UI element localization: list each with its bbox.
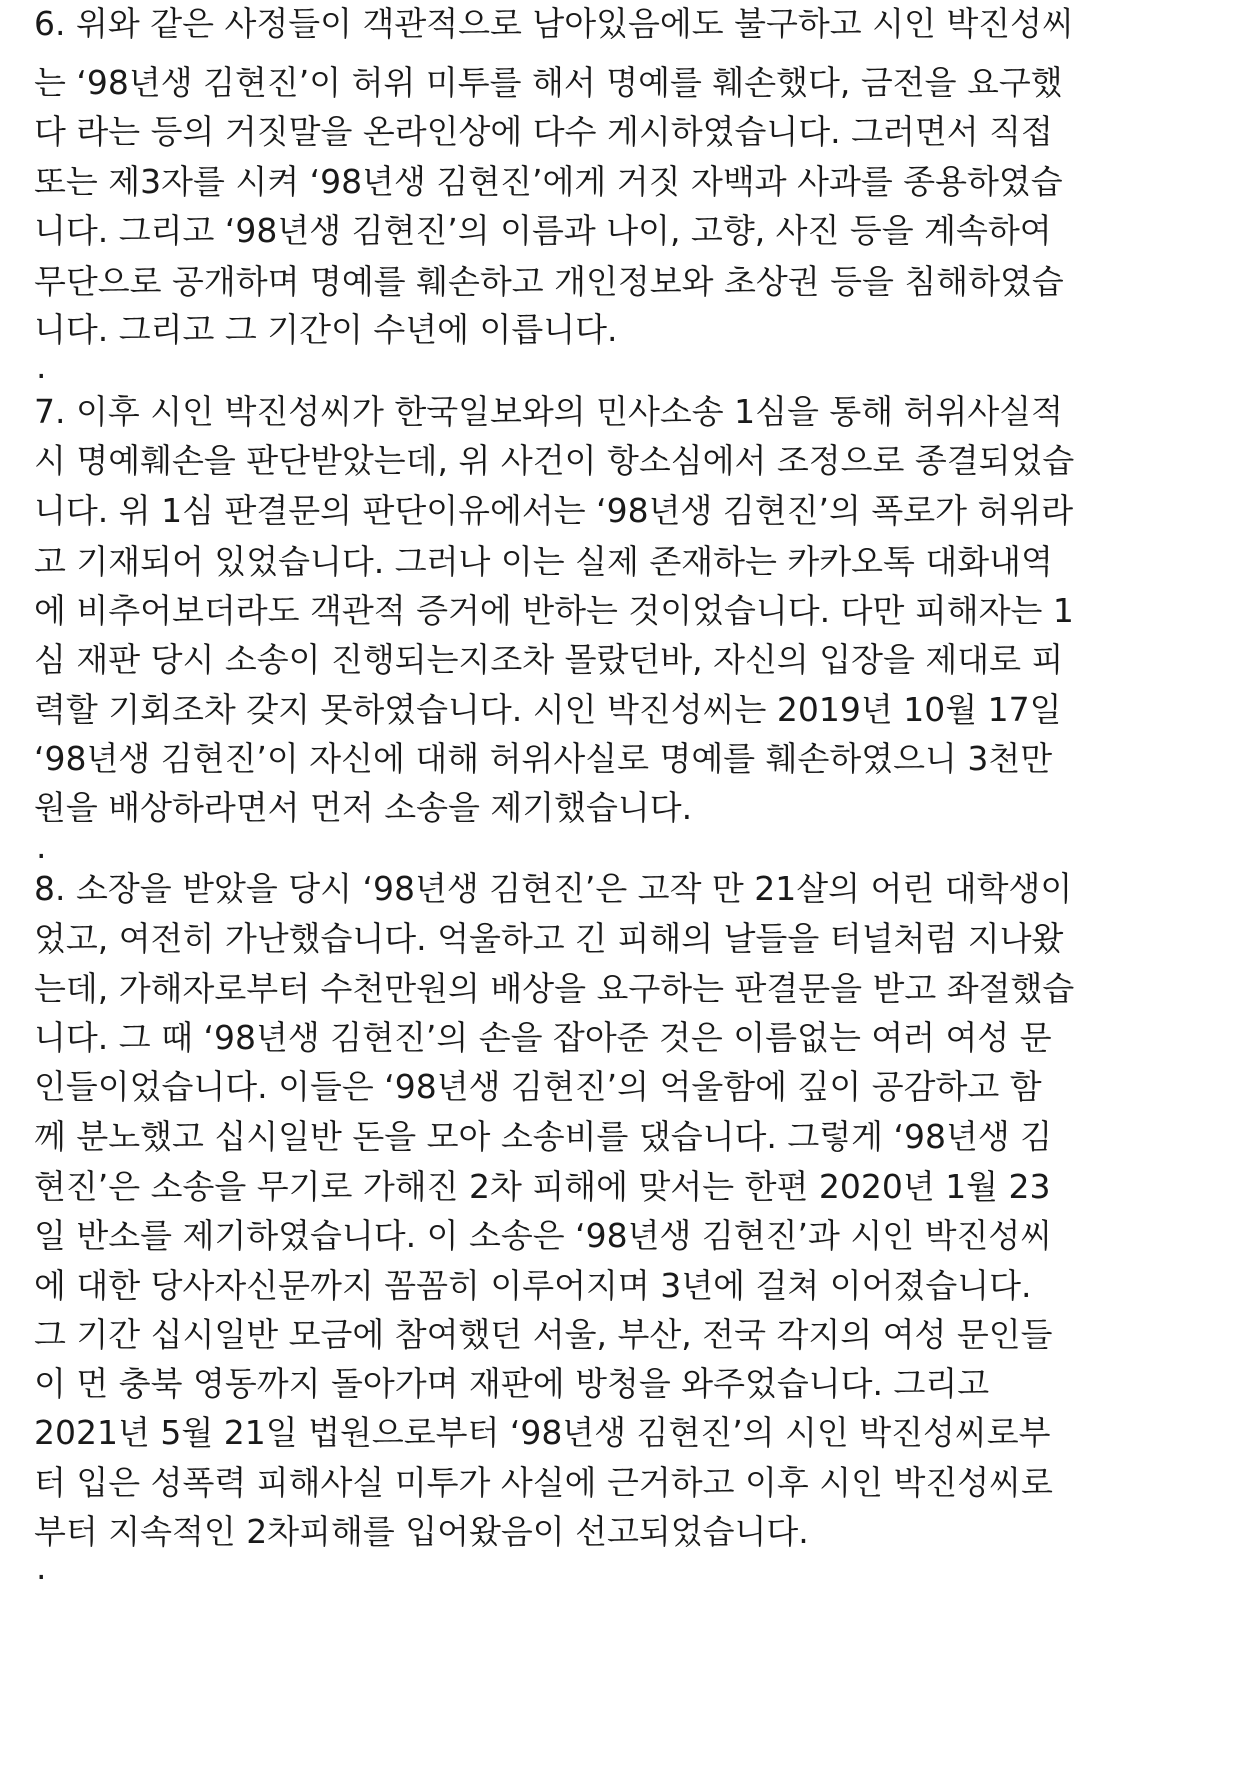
paragraph-line: 무단으로 공개하며 명예를 훼손하고 개인정보와 초상권 등을 침해하였습 xyxy=(34,262,1064,301)
paragraph-line: 그 기간 십시일반 모금에 참여했던 서울, 부산, 전국 각지의 여성 문인들 xyxy=(34,1315,1053,1354)
paragraph-line: 고 기재되어 있었습니다. 그러나 이는 실제 존재하는 카카오톡 대화내역 xyxy=(34,542,1053,581)
paragraph-line: 는 ‘98년생 김현진’이 허위 미투를 해서 명예를 훼손했다, 금전을 요구했 xyxy=(34,63,1063,102)
paragraph-separator: . xyxy=(36,1548,47,1587)
paragraph-line: 2021년 5월 21일 법원으로부터 ‘98년생 김현진’의 시인 박진성씨로부 xyxy=(34,1413,1051,1452)
paragraph-line: 는데, 가해자로부터 수천만원의 배상을 요구하는 판결문을 받고 좌절했습 xyxy=(34,969,1075,1008)
paragraph-line: 터 입은 성폭력 피해사실 미투가 사실에 근거하고 이후 시인 박진성씨로 xyxy=(34,1463,1053,1502)
paragraph-line: 시 명예훼손을 판단받았는데, 위 사건이 항소심에서 조정으로 종결되었습 xyxy=(34,441,1075,480)
paragraph-line: 인들이었습니다. 이들은 ‘98년생 김현진’의 억울함에 깊이 공감하고 함 xyxy=(34,1067,1042,1106)
paragraph-line: 력할 기회조차 갖지 못하였습니다. 시인 박진성씨는 2019년 10월 17일 xyxy=(34,690,1062,729)
paragraph-line: 니다. 그리고 그 기간이 수년에 이릅니다. xyxy=(34,310,618,349)
paragraph-line: 심 재판 당시 소송이 진행되는지조차 몰랐던바, 자신의 입장을 제대로 피 xyxy=(34,640,1064,679)
paragraph-line: 부터 지속적인 2차피해를 입어왔음이 선고되었습니다. xyxy=(34,1512,809,1551)
paragraph-line: 다 라는 등의 거짓말을 온라인상에 다수 게시하였습니다. 그러면서 직접 xyxy=(34,112,1053,151)
paragraph-line: 원을 배상하라면서 먼저 소송을 제기했습니다. xyxy=(34,788,693,827)
paragraph-line: 에 비추어보더라도 객관적 증거에 반하는 것이었습니다. 다만 피해자는 1 xyxy=(34,591,1074,630)
paragraph-line: 었고, 여전히 가난했습니다. 억울하고 긴 피해의 날들을 터널처럼 지나왔 xyxy=(34,919,1064,958)
paragraph-line: ‘98년생 김현진’이 자신에 대해 허위사실로 명예를 훼손하였으니 3천만 xyxy=(34,739,1053,778)
paragraph-line: 8. 소장을 받았을 당시 ‘98년생 김현진’은 고작 만 21살의 어린 대학생이 xyxy=(34,869,1073,908)
paragraph-line: 일 반소를 제기하였습니다. 이 소송은 ‘98년생 김현진’과 시인 박진성씨 xyxy=(34,1216,1053,1255)
paragraph-separator: . xyxy=(36,347,47,386)
paragraph-line: 현진’은 소송을 무기로 가해진 2차 피해에 맞서는 한편 2020년 1월 23 xyxy=(34,1167,1051,1206)
paragraph-line: 니다. 그 때 ‘98년생 김현진’의 손을 잡아준 것은 이름없는 여러 여성 문 xyxy=(34,1018,1052,1057)
paragraph-line: 또는 제3자를 시켜 ‘98년생 김현진’에게 거짓 자백과 사과를 종용하였습 xyxy=(34,162,1063,201)
paragraph-line: 7. 이후 시인 박진성씨가 한국일보와의 민사소송 1심을 통해 허위사실적 xyxy=(34,392,1063,431)
paragraph-line: 니다. 그리고 ‘98년생 김현진’의 이름과 나이, 고향, 사진 등을 계속하여 xyxy=(34,211,1052,250)
paragraph-line: 께 분노했고 십시일반 돈을 모아 소송비를 댔습니다. 그렇게 ‘98년생 김 xyxy=(34,1117,1053,1156)
paragraph-line: 이 먼 충북 영동까지 돌아가며 재판에 방청을 와주었습니다. 그리고 xyxy=(34,1364,990,1403)
paragraph-line: 니다. 위 1심 판결문의 판단이유에서는 ‘98년생 김현진’의 폭로가 허위라 xyxy=(34,491,1074,530)
paragraph-line: 6. 위와 같은 사정들이 객관적으로 남아있음에도 불구하고 시인 박진성씨 xyxy=(34,4,1074,43)
paragraph-line: 에 대한 당사자신문까지 꼼꼼히 이루어지며 3년에 걸쳐 이어졌습니다. xyxy=(34,1266,1032,1305)
paragraph-separator: . xyxy=(36,827,47,866)
